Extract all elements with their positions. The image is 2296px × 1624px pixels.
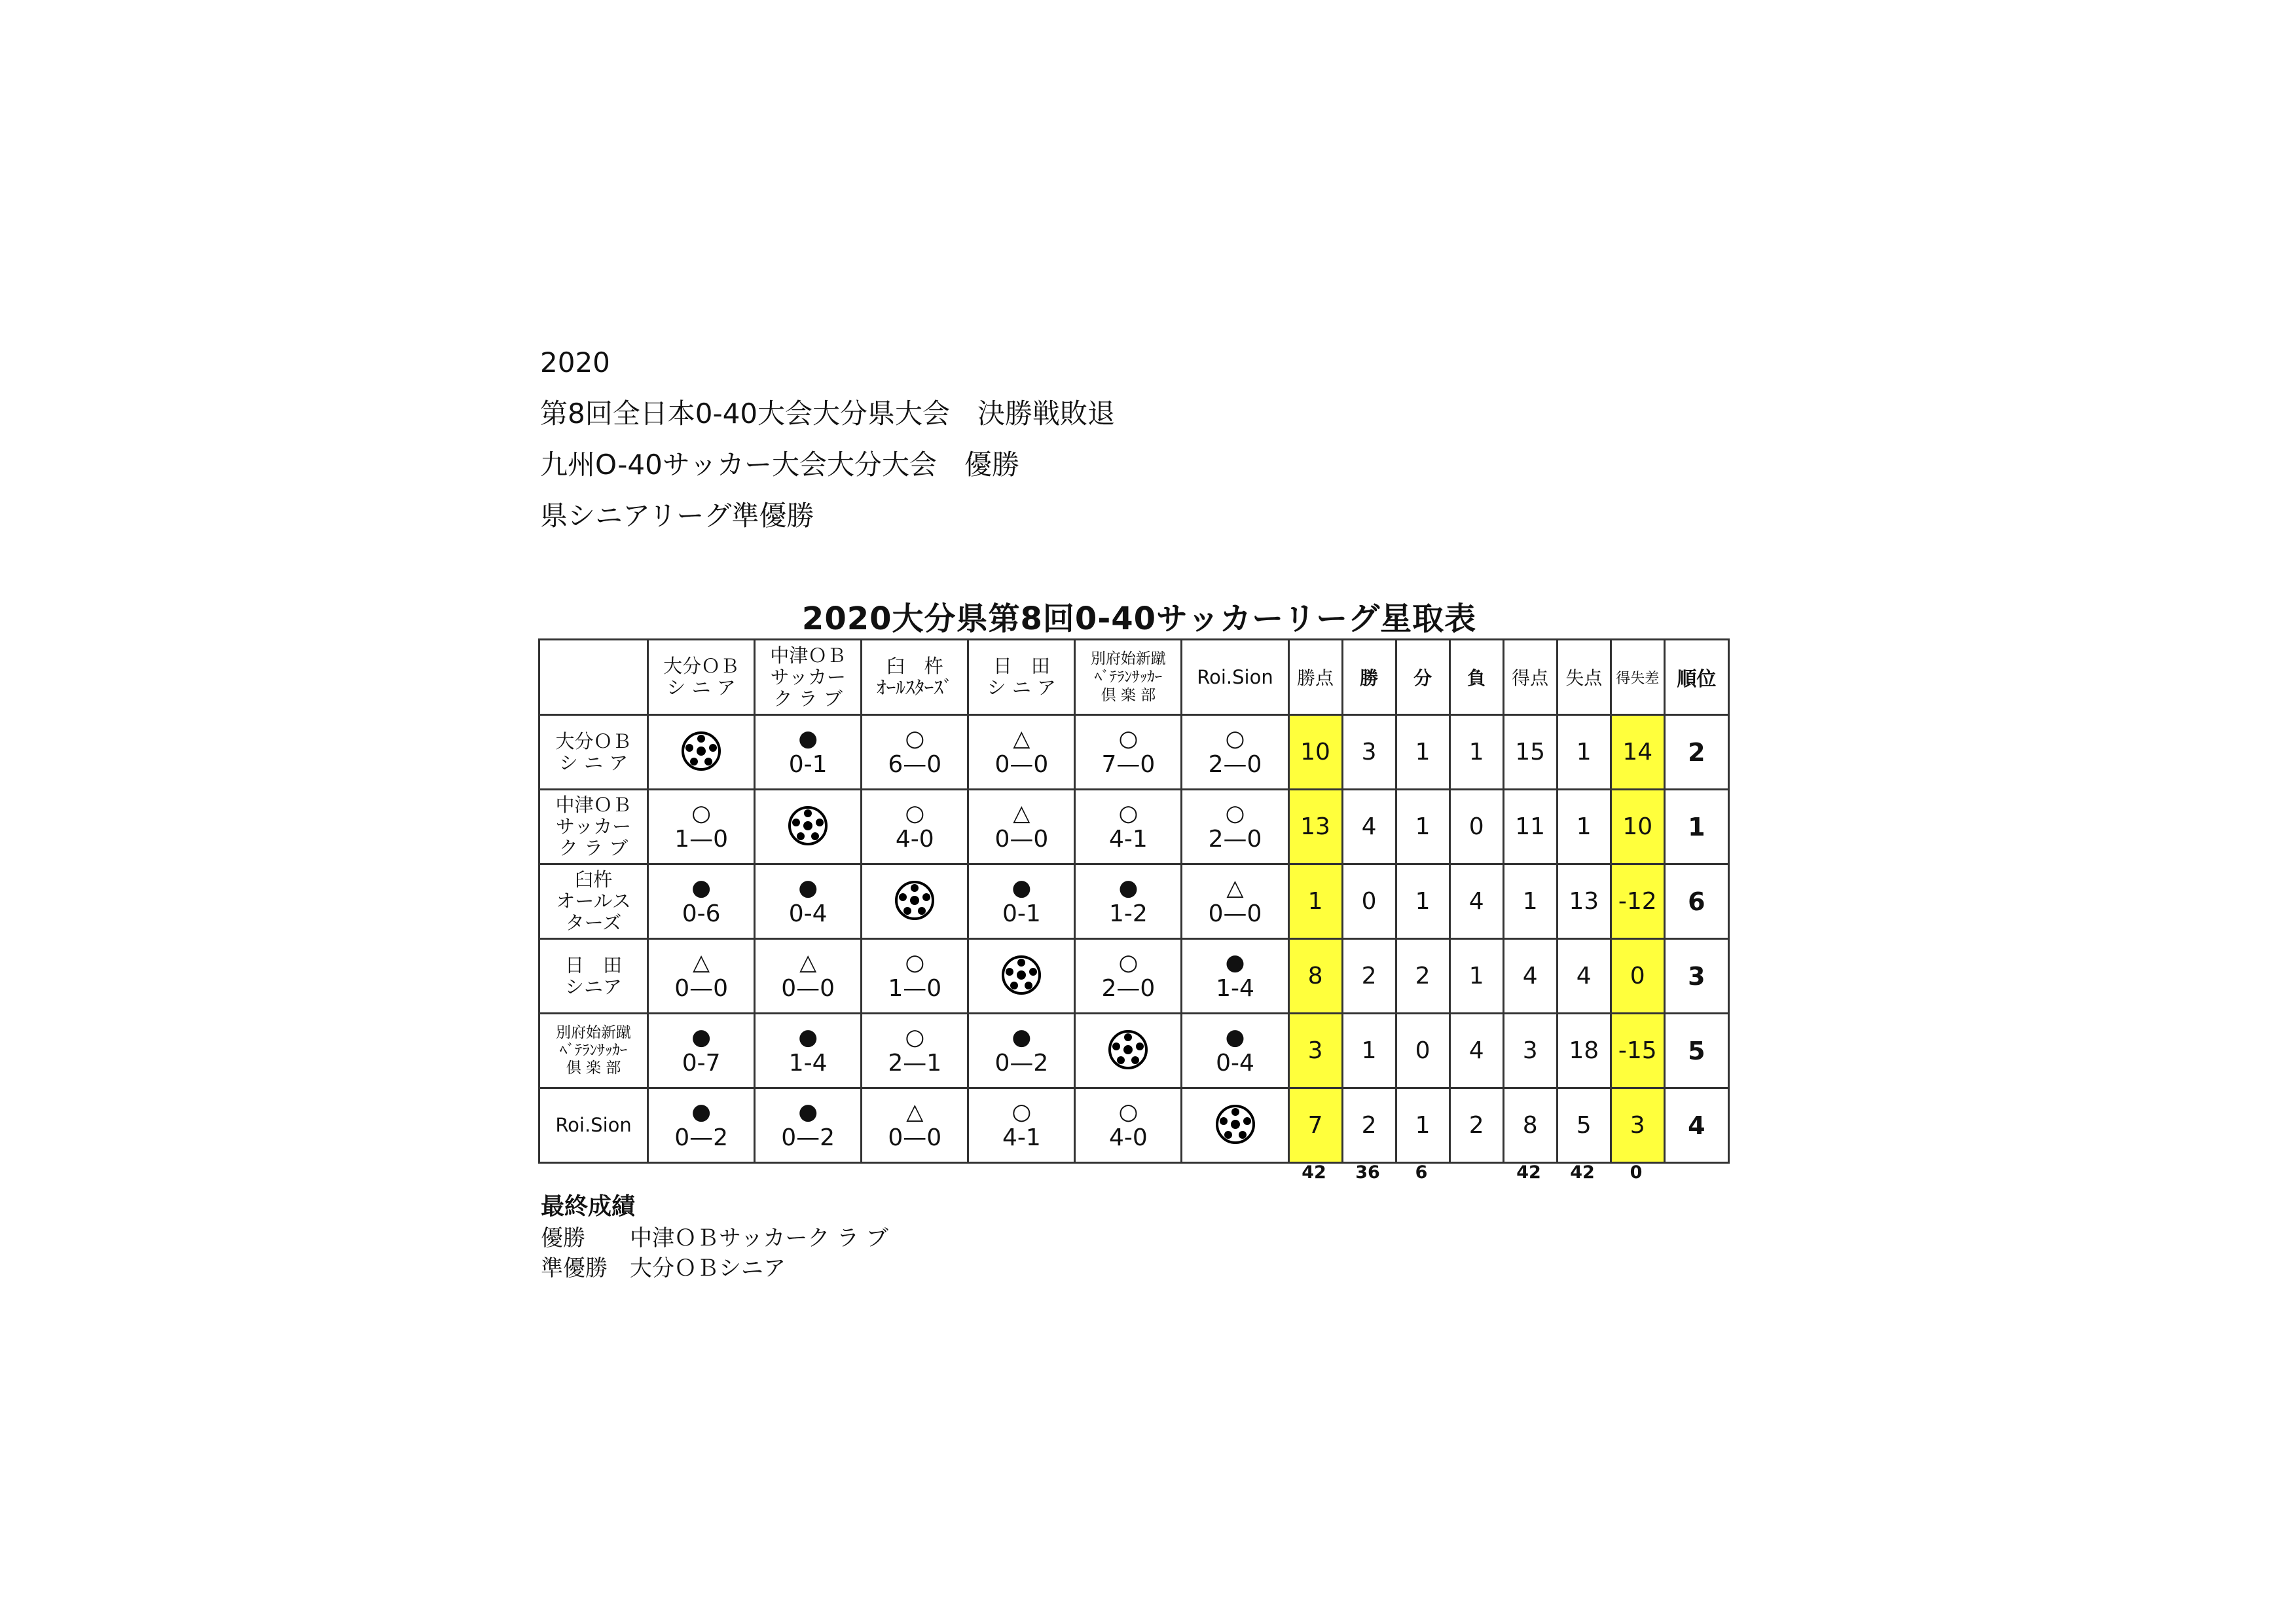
result-mark: △ <box>906 1098 924 1125</box>
match-score: 1-4 <box>1216 974 1254 1002</box>
header-corner-cell <box>539 640 648 715</box>
match-result-cell <box>862 1014 968 1088</box>
final-runner-up <box>541 1253 888 1283</box>
result-mark: △ <box>1013 725 1030 752</box>
match-result-cell <box>1182 939 1288 1014</box>
stat-cell: 4 <box>1449 864 1503 939</box>
match-score: 7—0 <box>1101 750 1156 778</box>
row-team-name: 日 田 シニア <box>565 953 623 998</box>
match-result-cell <box>1182 1088 1288 1163</box>
stat-cell: 0 <box>1611 939 1664 1014</box>
match-score: 0-4 <box>1216 1049 1254 1077</box>
header-team-name: 日 田 シ ニ ア <box>987 655 1057 699</box>
header-team-name: Roi.Sion <box>1197 665 1273 688</box>
match-result-cell <box>648 939 755 1014</box>
stat-cell: 1 <box>1396 715 1449 790</box>
match-score: 6—0 <box>888 750 942 778</box>
result-mark: ● <box>1118 874 1139 901</box>
stat-cell: 4 <box>1503 939 1557 1014</box>
result-mark: ● <box>1225 1024 1245 1050</box>
stat-header-cell: 失点 <box>1557 640 1611 715</box>
final-team: 中津ＯＢサッカーク ラ ブ <box>630 1225 888 1251</box>
match-result-cell <box>648 864 755 939</box>
final-label: 優勝 <box>541 1225 585 1251</box>
result-mark: ● <box>798 874 818 901</box>
stat-cell: 2 <box>1342 939 1396 1014</box>
match-result-cell <box>755 790 862 864</box>
match-result-cell <box>1075 715 1182 790</box>
match-score: 0-6 <box>682 900 721 927</box>
total-value: 42 <box>1302 1162 1326 1183</box>
match-result-cell <box>968 715 1075 790</box>
total-value: 36 <box>1355 1162 1380 1183</box>
match-result-cell <box>648 1088 755 1163</box>
stat-cell: 4 <box>1449 1014 1503 1088</box>
row-team-name: 中津ＯＢ サッカー ク ラ ブ <box>555 794 632 859</box>
table-row <box>539 939 1729 1014</box>
header-team-cell <box>648 640 755 715</box>
row-team-cell <box>539 939 648 1014</box>
match-result-cell <box>1075 790 1182 864</box>
stat-cell: 2 <box>1396 939 1449 1014</box>
match-score: 2—0 <box>1208 825 1262 853</box>
match-score: 2—0 <box>1101 974 1156 1002</box>
match-score: 1—0 <box>888 974 942 1002</box>
final-results-title: 最終成績 <box>541 1193 636 1220</box>
header-team-name: 臼 杵 ｵｰﾙｽﾀｰｽﾞ <box>877 655 953 699</box>
match-result-cell <box>1075 1014 1182 1088</box>
match-result-cell <box>648 790 755 864</box>
header-team-cell <box>862 640 968 715</box>
stat-header-cell: 得点 <box>1503 640 1557 715</box>
match-result-cell <box>968 790 1075 864</box>
stat-cell: -12 <box>1611 864 1664 939</box>
match-result-cell <box>755 1088 862 1163</box>
match-score: 0-1 <box>788 750 828 778</box>
match-score: 0—2 <box>674 1124 729 1151</box>
rank-cell: 6 <box>1664 864 1728 939</box>
header-team-cell <box>755 640 862 715</box>
notes-block <box>540 337 1115 542</box>
stat-cell: 0 <box>1449 790 1503 864</box>
stat-cell: 1 <box>1449 715 1503 790</box>
match-result-cell <box>648 715 755 790</box>
stat-header-cell: 勝点 <box>1288 640 1342 715</box>
result-mark: ● <box>798 1024 818 1050</box>
result-mark: ● <box>1225 949 1245 976</box>
stat-header-cell: 負 <box>1449 640 1503 715</box>
table-row <box>539 1014 1729 1088</box>
soccer-ball-icon <box>1108 1029 1148 1073</box>
match-score: 4-0 <box>895 825 934 853</box>
stat-cell: 1 <box>1396 864 1449 939</box>
stat-cell: 18 <box>1557 1014 1611 1088</box>
match-result-cell <box>862 864 968 939</box>
row-team-cell <box>539 864 648 939</box>
stat-cell: 1 <box>1396 1088 1449 1163</box>
match-score: 1-4 <box>788 1049 828 1077</box>
stat-cell: 10 <box>1288 715 1342 790</box>
match-score: 4-1 <box>1002 1124 1041 1151</box>
match-result-cell <box>755 939 862 1014</box>
stat-cell: 1 <box>1449 939 1503 1014</box>
result-mark: △ <box>1013 800 1030 826</box>
result-mark: ○ <box>691 800 711 826</box>
match-score: 0—0 <box>994 825 1049 853</box>
match-score: 4-0 <box>1109 1124 1148 1151</box>
row-team-cell <box>539 1088 648 1163</box>
header-team-cell <box>1075 640 1182 715</box>
stat-cell: 1 <box>1288 864 1342 939</box>
table-row <box>539 864 1729 939</box>
row-team-cell <box>539 790 648 864</box>
row-team-name: Roi.Sion <box>555 1114 632 1136</box>
result-mark: ○ <box>1118 949 1139 976</box>
match-score: 0—0 <box>1208 900 1262 927</box>
final-results <box>541 1190 888 1283</box>
table-header-row <box>539 640 1729 715</box>
stat-header-cell: 分 <box>1396 640 1449 715</box>
stat-cell: 4 <box>1557 939 1611 1014</box>
match-result-cell <box>1182 864 1288 939</box>
result-mark: ● <box>1011 874 1032 901</box>
table-title: 2020大分県第8回0-40サッカーリーグ星取表 <box>801 600 1477 637</box>
stat-cell: 0 <box>1342 864 1396 939</box>
result-mark: ○ <box>1118 725 1139 752</box>
match-result-cell <box>755 715 862 790</box>
match-result-cell <box>862 715 968 790</box>
stat-cell: 2 <box>1342 1088 1396 1163</box>
header-team-cell <box>1182 640 1288 715</box>
stat-cell: 1 <box>1557 715 1611 790</box>
row-team-name: 臼杵 オールス ターズ <box>556 868 631 934</box>
table-row <box>539 790 1729 864</box>
stat-header-cell: 得失差 <box>1611 640 1664 715</box>
stat-cell: 1 <box>1503 864 1557 939</box>
match-result-cell <box>862 790 968 864</box>
result-mark: △ <box>1226 874 1244 901</box>
stat-cell: 1 <box>1557 790 1611 864</box>
match-result-cell <box>1182 715 1288 790</box>
stat-cell: 0 <box>1396 1014 1449 1088</box>
result-mark: ○ <box>1225 800 1245 826</box>
result-mark: ● <box>1011 1024 1032 1050</box>
match-score: 0-1 <box>1002 900 1041 927</box>
table-row <box>539 715 1729 790</box>
match-score: 1-2 <box>1109 900 1148 927</box>
header-team-cell <box>968 640 1075 715</box>
note-line: 九州O-40サッカー大会大分大会 優勝 <box>540 449 1019 481</box>
stat-cell: 1 <box>1396 790 1449 864</box>
match-result-cell <box>1182 790 1288 864</box>
header-team-name: 別府始新蹴 ﾍﾞﾃﾗﾝｻｯｶｰ 倶 楽 部 <box>1090 650 1166 704</box>
match-result-cell <box>755 1014 862 1088</box>
match-score: 0—0 <box>994 750 1049 778</box>
result-mark: ● <box>691 874 711 901</box>
stat-cell: 1 <box>1342 1014 1396 1088</box>
row-team-cell <box>539 715 648 790</box>
match-score: 0—2 <box>994 1049 1049 1077</box>
result-mark: ● <box>691 1024 711 1050</box>
match-score: 0—0 <box>888 1124 942 1151</box>
match-score: 0-4 <box>788 900 828 927</box>
total-value: 6 <box>1415 1162 1428 1183</box>
totals-row <box>538 1162 1730 1189</box>
rank-cell: 3 <box>1664 939 1728 1014</box>
result-mark: ● <box>798 725 818 752</box>
result-mark: ○ <box>905 725 925 752</box>
soccer-ball-icon <box>1001 955 1042 998</box>
total-value: 42 <box>1516 1162 1541 1183</box>
note-line: 2020 <box>540 346 610 378</box>
result-mark: △ <box>693 949 710 976</box>
match-result-cell <box>755 864 862 939</box>
match-score: 4-1 <box>1109 825 1148 853</box>
rank-cell: 2 <box>1664 715 1728 790</box>
league-table <box>538 638 1730 1164</box>
match-result-cell <box>1075 1088 1182 1163</box>
result-mark: ○ <box>905 800 925 826</box>
stat-cell: 3 <box>1342 715 1396 790</box>
final-team: 大分ＯＢシニア <box>630 1255 786 1282</box>
stat-cell: 3 <box>1288 1014 1342 1088</box>
stat-header-cell: 勝 <box>1342 640 1396 715</box>
stat-cell: 13 <box>1557 864 1611 939</box>
match-score: 2—0 <box>1208 750 1262 778</box>
result-mark: ● <box>691 1098 711 1125</box>
match-result-cell <box>1182 1014 1288 1088</box>
result-mark: ○ <box>905 949 925 976</box>
match-result-cell <box>862 1088 968 1163</box>
soccer-ball-icon <box>894 880 935 923</box>
stat-cell: 3 <box>1611 1088 1664 1163</box>
result-mark: ○ <box>1118 1098 1139 1125</box>
stat-header-cell: 順位 <box>1664 640 1728 715</box>
soccer-ball-icon <box>681 731 721 774</box>
match-score: 1—0 <box>674 825 729 853</box>
total-value: 42 <box>1570 1162 1595 1183</box>
match-score: 0—2 <box>781 1124 835 1151</box>
result-mark: ○ <box>905 1024 925 1050</box>
note-line: 第8回全日本0-40大会大分県大会 決勝戦敗退 <box>540 397 1116 430</box>
stat-cell: 5 <box>1557 1088 1611 1163</box>
match-result-cell <box>968 939 1075 1014</box>
match-score: 0-7 <box>682 1049 721 1077</box>
note-line: 県シニアリーグ準優勝 <box>540 500 814 532</box>
row-team-name: 別府始新蹴 ﾍﾞﾃﾗﾝｻｯｶｰ 倶 楽 部 <box>556 1024 632 1077</box>
result-mark: △ <box>799 949 817 976</box>
match-result-cell <box>968 864 1075 939</box>
match-result-cell <box>862 939 968 1014</box>
final-winner <box>541 1223 888 1253</box>
stat-cell: 11 <box>1503 790 1557 864</box>
soccer-ball-icon <box>1215 1104 1256 1147</box>
header-team-name: 大分ＯＢ シ ニ ア <box>663 655 740 699</box>
table-row <box>539 1088 1729 1163</box>
match-result-cell <box>968 1014 1075 1088</box>
rank-cell: 1 <box>1664 790 1728 864</box>
row-team-cell <box>539 1014 648 1088</box>
match-result-cell <box>648 1014 755 1088</box>
stat-cell: 3 <box>1503 1014 1557 1088</box>
stat-cell: 4 <box>1342 790 1396 864</box>
stat-cell: 14 <box>1611 715 1664 790</box>
result-mark: ○ <box>1011 1098 1032 1125</box>
final-label: 準優勝 <box>541 1255 608 1282</box>
result-mark: ○ <box>1118 800 1139 826</box>
stat-cell: 10 <box>1611 790 1664 864</box>
stat-cell: 15 <box>1503 715 1557 790</box>
header-team-name: 中津ＯＢ サッカー ク ラ ブ <box>770 644 847 710</box>
total-value: 0 <box>1630 1162 1643 1183</box>
stat-cell: 8 <box>1503 1088 1557 1163</box>
match-score: 0—0 <box>781 974 835 1002</box>
rank-cell: 4 <box>1664 1088 1728 1163</box>
soccer-ball-icon <box>788 805 828 849</box>
result-mark: ○ <box>1225 725 1245 752</box>
row-team-name: 大分ＯＢ シ ニ ア <box>555 729 632 774</box>
rank-cell: 5 <box>1664 1014 1728 1088</box>
stat-cell: -15 <box>1611 1014 1664 1088</box>
stat-cell: 2 <box>1449 1088 1503 1163</box>
match-score: 0—0 <box>674 974 729 1002</box>
result-mark: ● <box>798 1098 818 1125</box>
match-result-cell <box>1075 939 1182 1014</box>
match-score: 2—1 <box>888 1049 942 1077</box>
stat-cell: 8 <box>1288 939 1342 1014</box>
match-result-cell <box>1075 864 1182 939</box>
stat-cell: 13 <box>1288 790 1342 864</box>
match-result-cell <box>968 1088 1075 1163</box>
stat-cell: 7 <box>1288 1088 1342 1163</box>
